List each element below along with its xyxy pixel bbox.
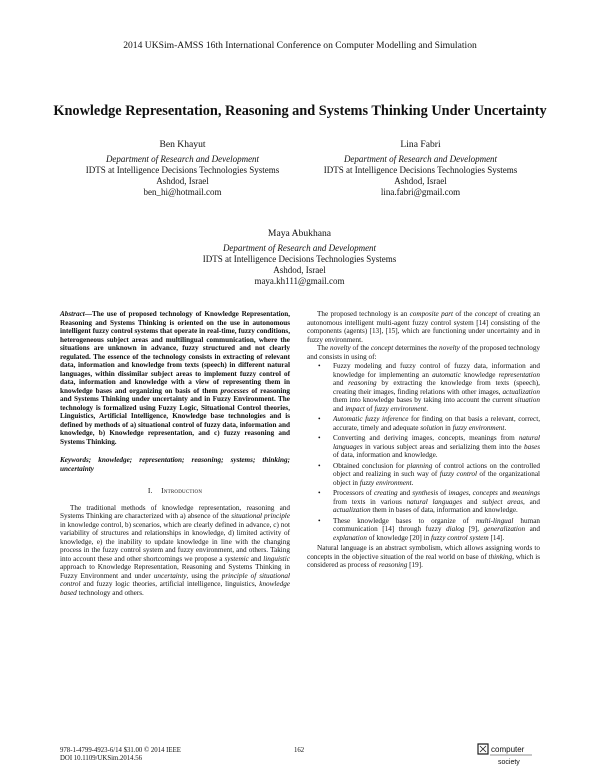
text-run: and	[333, 404, 346, 413]
text-emph: planning	[406, 461, 433, 470]
text-run: Natural language is an abstract symbolism, which allows assigning words to concepts in the objective situation of the real world on base of	[307, 544, 540, 561]
text-run: of knowledge [20] in	[366, 533, 432, 542]
text-emph: fuzzy environment	[374, 404, 427, 413]
text-emph: fuzzy control	[439, 470, 478, 478]
text-emph: solution	[420, 423, 444, 432]
body-paragraph	[307, 310, 540, 344]
author-org: IDTS at Intelligence Decisions Technologies Systems	[323, 165, 518, 175]
text-run: them in bases of data, information and knowledge.	[370, 506, 518, 514]
text-run: , and	[523, 497, 540, 506]
text-run: by extracting the knowledge from texts (speech), creating their images, finding relations with other images,	[333, 379, 540, 396]
section-title: Introduction	[161, 486, 203, 495]
list-item	[333, 462, 540, 488]
left-column	[60, 310, 290, 597]
text-emph: novelty	[329, 344, 351, 352]
section-heading	[60, 487, 290, 496]
section-number: I.	[147, 486, 153, 495]
doi-line: DOI 10.1109/UKSim.2014.56	[60, 755, 143, 762]
text-emph: meanings	[512, 489, 540, 497]
author-email[interactable]: maya.kh111@gmail.com	[254, 276, 345, 286]
text-run: from texts in various	[333, 497, 407, 506]
text-run: of control actions on the controlled object and realizing in such way of	[333, 461, 540, 478]
text-run: of the organizational object in	[333, 470, 541, 487]
text-run: , which is considered as process of	[307, 552, 541, 569]
text-run: and	[333, 379, 349, 387]
logo-word-bottom: society	[498, 759, 520, 766]
author-org: IDTS at Intelligence Decisions Technologies Systems	[202, 254, 397, 264]
text-run: and fuzzy logic theories, artificial intelligence, linguistics,	[80, 580, 260, 588]
text-emph: reasoning	[378, 561, 408, 569]
text-run: knowledge	[460, 370, 499, 379]
author-name: Lina Fabri	[400, 139, 441, 150]
text-emph: synthesis	[412, 489, 439, 497]
text-run: of data, information and knowledge.	[333, 451, 438, 459]
keywords-text: knowledge; representation; reasoning; systems; thinking; uncertainty	[60, 456, 290, 473]
text-emph: bases	[524, 442, 540, 451]
conference-header: 2014 UKSim-AMSS 16th International Conference on Computer Modelling and Simulation	[123, 40, 477, 51]
author-org: IDTS at Intelligence Decisions Technologies Systems	[85, 165, 280, 175]
text-emph: actualization	[333, 506, 371, 514]
author-block	[80, 139, 285, 198]
text-run: The proposed technology is an	[317, 310, 410, 318]
text-run: of	[438, 489, 449, 497]
text-run: and	[497, 489, 513, 497]
text-emph: fuzzy environment	[359, 478, 412, 487]
text-run: Processors of	[333, 489, 374, 497]
list-item	[333, 489, 540, 515]
text-run: of the	[350, 344, 371, 352]
text-run: in	[443, 423, 453, 432]
text-emph: natural languages	[333, 434, 540, 451]
text-emph: natural languages	[406, 497, 463, 506]
text-emph: linguistic	[263, 554, 290, 563]
text-run: in various subject areas and serializing them into the	[362, 442, 525, 451]
list-item	[333, 434, 540, 460]
text-emph: concept	[474, 310, 498, 318]
text-run: human communication [14] through fuzzy	[333, 516, 540, 533]
right-column	[307, 310, 540, 570]
text-run: determines the	[393, 344, 439, 352]
text-run: of	[364, 404, 375, 413]
text-run: The	[317, 344, 330, 352]
keywords-label: Keywords;	[60, 456, 92, 464]
text-run: Converting and deriving images, concepts, meanings from	[333, 434, 519, 442]
author-block	[197, 228, 402, 287]
author-dept: Department of Research and Development	[343, 154, 498, 164]
text-emph: multi-lingual	[475, 516, 514, 525]
paper-title: Knowledge Representation, Reasoning and Systems Thinking Under Uncertainty	[53, 103, 547, 119]
author-name: Ben Khayut	[159, 139, 206, 150]
author-city: Ashdod, Israel	[394, 176, 447, 186]
text-run: them into knowledge bases by taking into account the current	[333, 396, 515, 404]
list-item	[333, 362, 540, 413]
text-run: and	[525, 525, 540, 533]
body-paragraph	[307, 344, 540, 361]
text-emph: fuzzy control system	[431, 533, 489, 542]
text-emph: Automatic fuzzy inference	[333, 415, 409, 423]
ieee-computer-society-icon	[476, 740, 536, 770]
author-city: Ashdod, Israel	[156, 176, 209, 186]
abstract-dash: —	[84, 310, 92, 318]
text-emph: images	[448, 489, 469, 497]
text-run: in knowledge control, b) scenarios, which are clearly defined in advance, c) not variability of structures and relationships in knowledge, d) limited activity of knowledge, e) the inability to update knowledge in line with the changing process in the fuzzy control system and fuzzy environment, and others. Taking into account these and other shortcomings we propose a	[60, 520, 290, 563]
text-emph: concept	[370, 344, 394, 352]
keywords	[60, 456, 290, 473]
page-number: 162	[294, 747, 305, 754]
text-run: .	[411, 478, 414, 487]
text-emph: situation	[514, 396, 540, 404]
text-emph: creating	[373, 489, 398, 497]
text-run: [14].	[488, 533, 505, 542]
text-run: of the proposed technology and consists in using of:	[307, 344, 541, 361]
text-run: , using the	[186, 571, 222, 580]
abstract-label: Abstract	[60, 310, 85, 318]
text-run: of creating an autonomous intelligent multi-agent fuzzy control system [14] consisting of the components (agents) [13], [15], which are functioning under uncertainty and in fuzzy environment.	[307, 310, 540, 344]
author-name: Maya Abukhana	[267, 228, 332, 239]
text-emph: actualization	[502, 387, 540, 396]
text-run: ,	[468, 489, 473, 497]
list-item	[333, 517, 540, 543]
text-emph: uncertainty	[153, 571, 187, 580]
text-run: .	[504, 423, 507, 432]
abstract-text: of reasoning and Systems Thinking under uncertainty and in Fuzzy Environment. The technology is formalized using Fuzzy Logic, Situational Control theories, Linguistics, Artificial Intelligence, Knowledge base technologies and is defined by methods of a) situational control of fuzzy data, information and knowledge, b) Knowledge representation, and c) fuzzy reasoning and Systems Thinking.	[60, 386, 290, 446]
list-item	[333, 415, 540, 432]
text-run: [19].	[407, 561, 423, 569]
text-run: for finding on that basis a relevant, correct, accurate, timely and adequate	[333, 415, 540, 432]
isbn-line: 978-1-4799-4923-6/14 $31.00 © 2014 IEEE	[60, 747, 181, 754]
text-emph: systemic	[224, 554, 249, 563]
text-emph: impact	[345, 404, 365, 413]
bullet-list	[307, 362, 540, 542]
text-emph: novelty	[439, 344, 460, 352]
text-emph: concepts	[472, 489, 498, 497]
text-emph: reasoning	[348, 379, 377, 387]
text-run: technology and others.	[76, 588, 144, 597]
text-emph: automatic	[432, 370, 461, 379]
text-emph: representation	[498, 370, 540, 379]
computer-society-logo	[476, 740, 536, 770]
text-emph: situational principle	[231, 512, 290, 520]
body-paragraph	[307, 544, 540, 570]
author-block	[318, 139, 523, 198]
text-run: and	[248, 554, 264, 563]
text-run: Obtained conclusion for	[333, 461, 407, 470]
text-emph: composite part	[409, 310, 454, 318]
author-email[interactable]: ben_hi@hotmail.com	[143, 187, 222, 197]
abstract	[60, 310, 290, 446]
footer-ids	[60, 747, 181, 763]
text-emph: generalization	[483, 525, 526, 533]
logo-word-top: computer	[491, 745, 525, 754]
author-dept: Department of Research and Development	[105, 154, 260, 164]
text-run: of the	[453, 310, 475, 318]
text-emph: subject areas	[482, 497, 523, 506]
text-emph: thinking	[488, 552, 513, 561]
text-emph: explanation	[333, 533, 367, 542]
text-run: Fuzzy modeling and fuzzy control of fuzzy data, information and knowledge for implementing an	[333, 362, 540, 379]
text-run: and	[397, 489, 413, 497]
author-dept: Department of Research and Development	[222, 243, 377, 253]
author-email[interactable]: lina.fabri@gmail.com	[380, 187, 461, 197]
abstract-text: The use of proposed technology of Knowledge Representation, Reasoning and Systems Thinking is oriented on the use in autonomous intelligent fuzzy control systems that operate in real-time, fuzzy conditions, heterogeneous subject areas and multilingual communication, where the situations are unknown in advance, fuzzy structured and not clearly regulated. The essence of the technology consists in extracting of relevant data, information and knowledge from texts (speech) in different natural languages, within dissimilar subject areas to implement fuzzy control of data, information and knowledge with a view of representing them in knowledge bases and organizing on basis of them	[60, 310, 290, 395]
text-emph: dialog	[446, 525, 465, 533]
text-run: The traditional methods of knowledge representation, reasoning and Systems Thinking are characterized with a) absence of the	[60, 503, 290, 520]
author-city: Ashdod, Israel	[273, 265, 326, 275]
abstract-emph: processes	[220, 386, 249, 395]
intro-paragraph	[60, 504, 290, 598]
text-emph: fuzzy environment	[452, 423, 505, 432]
text-emph: principle of situational control	[60, 571, 291, 588]
text-run: approach to Knowledge Representation, Reasoning and Systems Thinking in Fuzzy Environment and under	[60, 563, 290, 580]
text-run: and	[462, 497, 483, 506]
text-run: [9],	[464, 525, 484, 533]
text-run: .	[426, 404, 428, 413]
text-emph: knowledge based	[60, 580, 290, 597]
text-run: These knowledge bases to organize of	[333, 516, 476, 525]
